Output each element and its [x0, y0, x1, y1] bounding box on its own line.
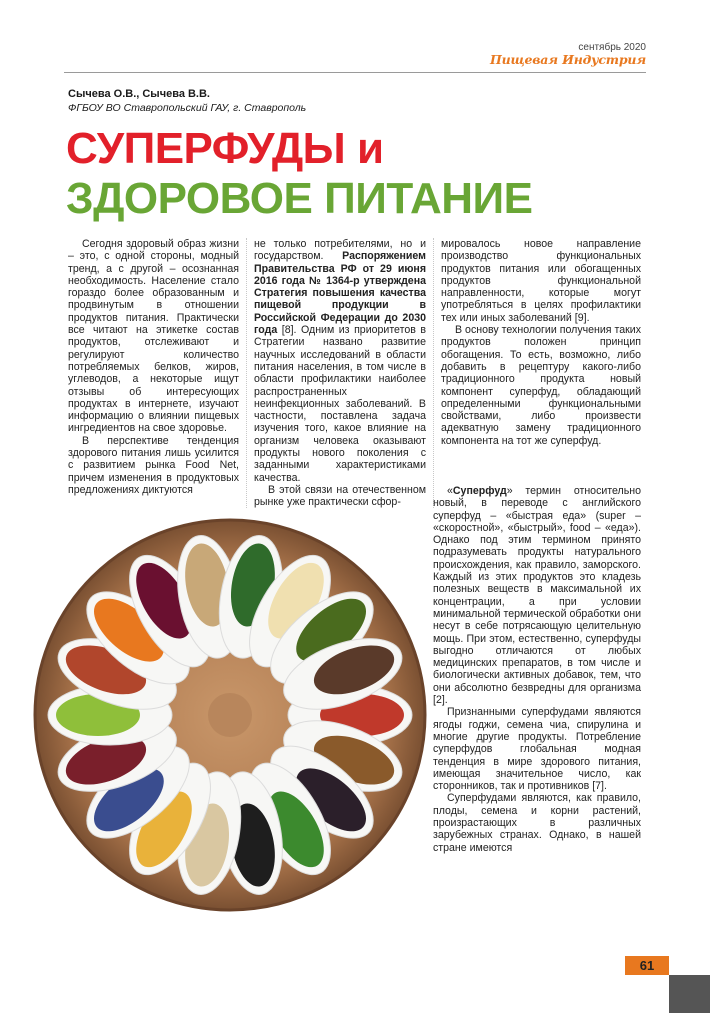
paragraph: В перспективе тенденция здорового питания лишь усилится с развитием рынка Food Net, причем изменения в продуктовых предложениях диктуются — [68, 434, 239, 496]
corner-block — [669, 975, 710, 1013]
paragraph: Суперфудами являются, как правило, плоды, семена и корни растений, произрастающих в различных зарубежных странах. Однако, в нашей стране имеются — [433, 792, 641, 854]
header-rule — [64, 72, 646, 73]
text-column-3-lower — [433, 485, 641, 854]
title-line-1: СУПЕРФУДЫ и — [66, 124, 384, 173]
issue-date: сентябрь 2020 — [578, 42, 646, 53]
paragraph: В основу технологии получения таких продуктов положен принцип обогащения. То есть, возможно, либо добавить в рецептуру какого-либо традиционного продукта новый компонент суперфуд, обладающий определенными функциональными свойствами, либо произвести адекватную замену традиционного компонента на тот же суперфуд. — [441, 324, 641, 447]
page-number: 61 — [625, 956, 669, 975]
paragraph: Признанными суперфудами являются ягоды годжи, семена чиа, спирулина и многие другие продукты. Потребление суперфудов глобальная модная тенденция в мире здорового питания, имеющая значительное число, как сторонников, так и противников [7]. — [433, 706, 641, 793]
superfood-plate-image — [30, 515, 430, 915]
journal-header — [490, 42, 646, 67]
text-column-3 — [441, 238, 641, 447]
title-line-2: ЗДОРОВОЕ ПИТАНИЕ — [66, 174, 533, 223]
paragraph: не только потребителями, но и государством. Распоряжением Правительства РФ от 29 июня 2016 года № 1364-р утверждена Стратегия повышения качества пищевой продукции в Российской Федерации до 2030 года [8]. Одним из приоритетов в Стратегии названо развитие научных исследований в области питания населения, в том числе в области профилактики наиболее распространенных неинфекционных заболеваний. В частности, поставлена задача изучения того, какое влияние на организм человека оказывают продукты нового поколения с заданными характеристиками качества. — [254, 238, 426, 484]
column-divider — [246, 238, 247, 508]
board-center — [208, 693, 252, 737]
text-column-2 — [254, 238, 426, 509]
text-column-1 — [68, 238, 239, 496]
paragraph: мировалось новое направление производство функциональных продуктов питания или обогащенных продуктов функциональной направленности, которые могут употребляться в целях профилактики тех или иных заболеваний [9]. — [441, 238, 641, 324]
affiliation: ФГБОУ ВО Ставропольский ГАУ, г. Ставрополь — [68, 102, 307, 114]
authors: Сычева О.В., Сычева В.В. — [68, 88, 210, 100]
paragraph: В этой связи на отечественном рынке уже практически сфор- — [254, 483, 426, 509]
paragraph: «Суперфуд» термин относительно новый, в переводе с английского суперфуд – «быстрая еда» (super – «скоростной», «быстрый», food – «еда»). Однако под этим термином принято подразумевать продукты натурального происхождения, как правило, заморского. Каждый из этих продуктов это кладезь полезных веществ в максимальной их концентрации, а при условии минимальной термической обработки они несут в себе потрясающую целительную мощь. При этом, естественно, суперфуды выгодно отличаются от любых медицинских препаратов, в том числе и биологически активных добавок, тем, что они абсолютно безвредны для организма [2]. — [433, 485, 641, 707]
magazine-logo: Пищевая Индустрия — [490, 52, 646, 67]
paragraph: Сегодня здоровый образ жизни – это, с одной стороны, модный тренд, а с другой – осознанная необходимость. Население стало гораздо более образованным и продвинутым в отношении продуктов питания. Практически все читают на этикетке состав продуктов, отслеживают и регулируют количество потребляемых белков, жиров, углеводов, а некоторые ищут отзывы об интересующих продуктах в интернете, изучают информацию о влиянии пищевых ингредиентов на свое здоровье. — [68, 238, 239, 435]
column-divider — [433, 238, 434, 508]
